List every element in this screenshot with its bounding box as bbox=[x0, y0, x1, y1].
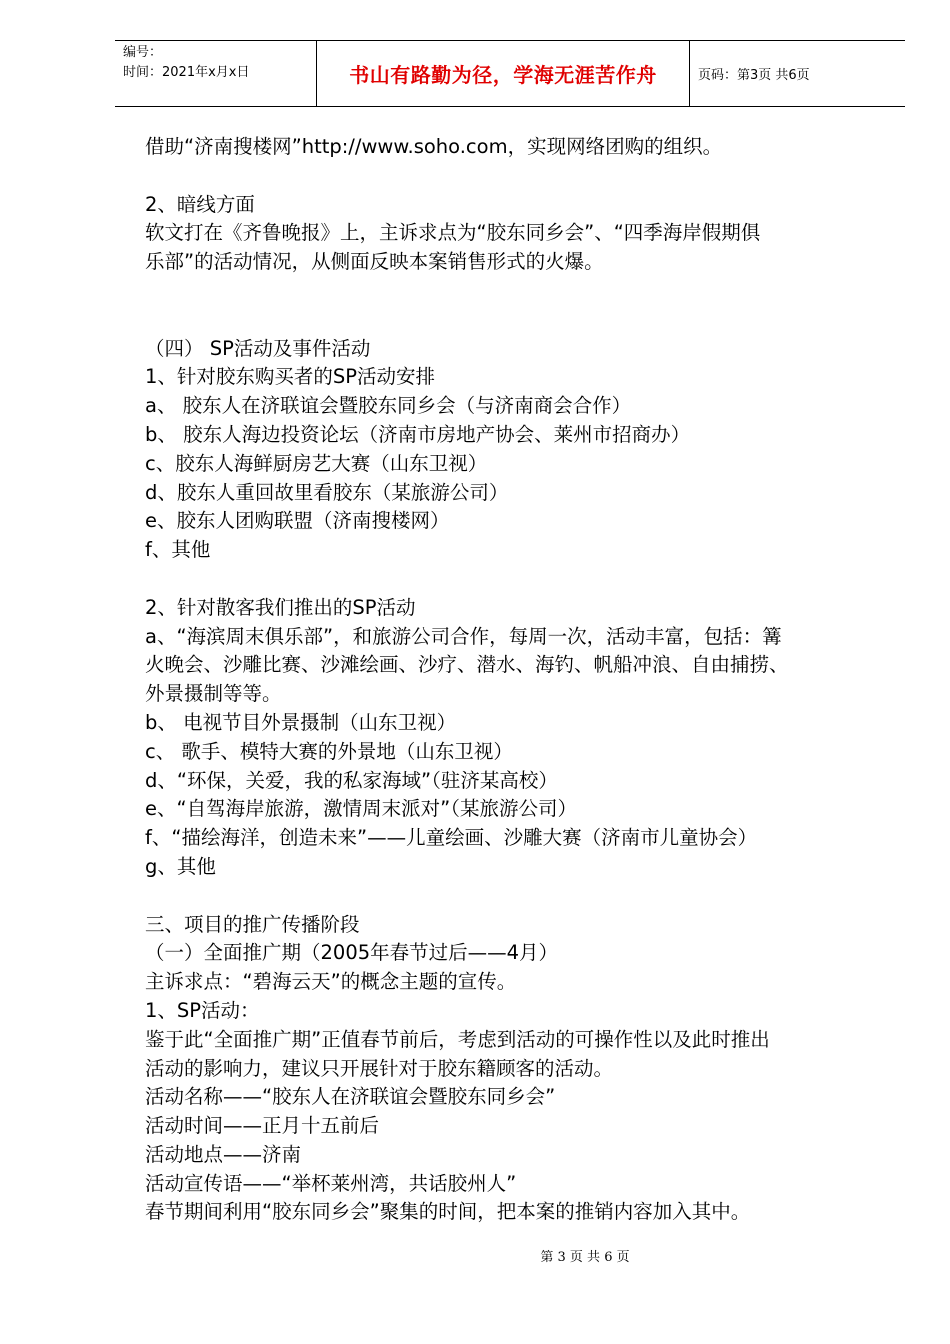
body-line: 借助“济南搜楼网”http://www.soho.com，实现网络团购的组织。 bbox=[145, 135, 723, 158]
list-item: d、胶东人重回故里看胶东（某旅游公司） bbox=[145, 480, 509, 504]
header-motto: 书山有路勤为径，学海无涯苦作舟 bbox=[316, 41, 690, 106]
body-line: 2、针对散客我们推出的SP活动 bbox=[145, 595, 416, 619]
blank-line bbox=[145, 306, 885, 335]
page-header bbox=[115, 40, 905, 107]
body-line: 1、针对胶东购买者的SP活动安排 bbox=[145, 365, 436, 389]
body-line: 活动地点——济南 bbox=[145, 1142, 302, 1166]
list-item: c、胶东人海鲜厨房艺大赛（山东卫视） bbox=[145, 451, 488, 475]
body-line: 活动时间——正月十五前后 bbox=[145, 1114, 380, 1138]
subsection-heading: （一）全面推广期（2005年春节过后——4月） bbox=[145, 941, 559, 965]
list-item: a、 胶东人在济联谊会暨胶东同乡会（与济南商会合作） bbox=[145, 394, 632, 418]
list-item: e、“自驾海岸旅游，激情周末派对”（某旅游公司） bbox=[145, 797, 577, 821]
header-page-number: 页码：第3页 共6页 bbox=[698, 68, 810, 83]
blank-line bbox=[145, 277, 885, 306]
list-item: c、 歌手、模特大赛的外景地（山东卫视） bbox=[145, 739, 513, 763]
doc-time-label: 时间：2021年x月x日 bbox=[123, 65, 250, 80]
section-heading: （四） SP活动及事件活动 bbox=[145, 336, 371, 360]
list-item: f、“描绘海洋，创造未来”——儿童绘画、沙雕大赛（济南市儿童协会） bbox=[145, 826, 758, 850]
section-heading: 三、项目的推广传播阶段 bbox=[145, 912, 360, 936]
list-item-continued: 外景摄制等等。 bbox=[145, 682, 282, 706]
body-line: 软文打在《齐鲁晚报》上，主诉求点为“胶东同乡会”、“四季海岸假期俱 bbox=[145, 221, 761, 245]
list-item: g、其他 bbox=[145, 854, 216, 878]
body-line: 活动的影响力，建议只开展针对于胶东籍顾客的活动。 bbox=[145, 1056, 614, 1080]
body-line: 1、SP活动： bbox=[145, 998, 260, 1022]
list-item: a、“海滨周末俱乐部”，和旅游公司合作，每周一次，活动丰富，包括：篝 bbox=[145, 624, 782, 648]
page-footer: 第 3 页 共 6 页 bbox=[540, 1250, 630, 1265]
body-line: 鉴于此“全面推广期”正值春节前后，考虑到活动的可操作性以及此时推出 bbox=[145, 1027, 770, 1051]
header-meta bbox=[115, 41, 316, 106]
blank-line bbox=[145, 882, 885, 911]
body-line: 活动宣传语——“举杯莱州湾，共话胶州人” bbox=[145, 1171, 517, 1195]
list-item: e、胶东人团购联盟（济南搜楼网） bbox=[145, 509, 450, 533]
list-item: d、“环保，关爱，我的私家海域”（驻济某高校） bbox=[145, 768, 558, 792]
doc-number-label: 编号： bbox=[123, 45, 163, 60]
body-line: 活动名称——“胶东人在济联谊会暨胶东同乡会” bbox=[145, 1085, 556, 1109]
body-line: 春节期间利用“胶东同乡会”聚集的时间，把本案的推销内容加入其中。 bbox=[145, 1200, 751, 1224]
body-line: 主诉求点：“碧海云天”的概念主题的宣传。 bbox=[145, 970, 517, 994]
list-item: b、 胶东人海边投资论坛（济南市房地产协会、莱州市招商办） bbox=[145, 422, 691, 446]
blank-line bbox=[145, 565, 885, 594]
body-line: 2、暗线方面 bbox=[145, 192, 255, 216]
list-item-continued: 火晚会、沙雕比赛、沙滩绘画、沙疗、潜水、海钓、帆船冲浪、自由捕捞、 bbox=[145, 653, 789, 677]
blank-line bbox=[145, 162, 885, 191]
body-line: 乐部”的活动情况，从侧面反映本案销售形式的火爆。 bbox=[145, 250, 604, 274]
list-item: f、其他 bbox=[145, 538, 211, 562]
document-body bbox=[145, 133, 885, 1227]
list-item: b、 电视节目外景摄制（山东卫视） bbox=[145, 710, 457, 734]
